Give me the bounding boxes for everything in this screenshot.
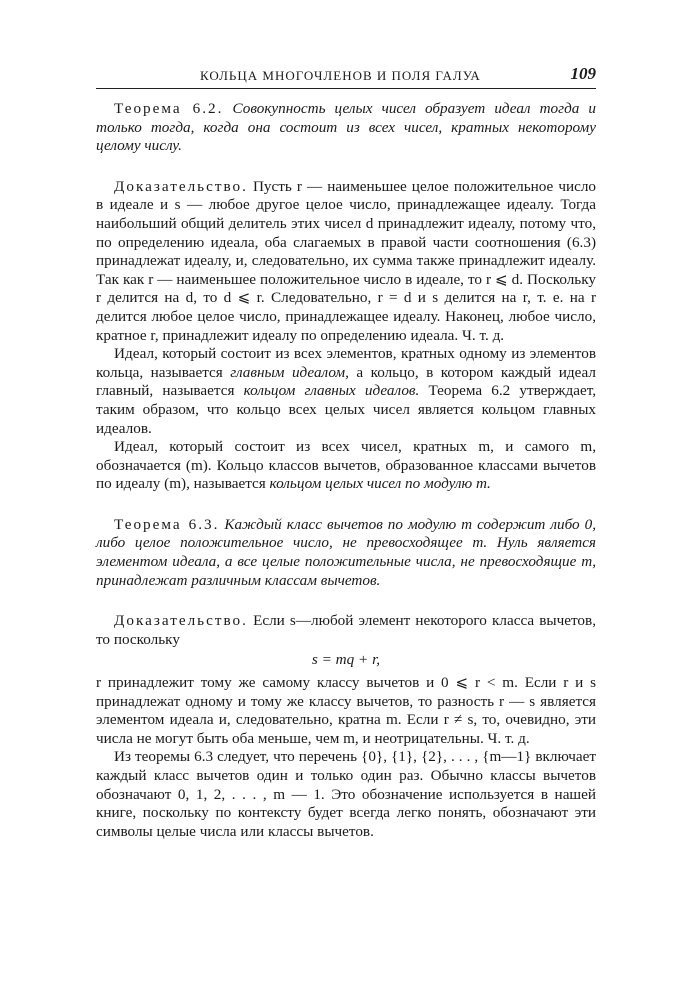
running-title: КОЛЬЦА МНОГОЧЛЕНОВ И ПОЛЯ ГАЛУА: [200, 68, 481, 83]
spacer: [96, 156, 596, 178]
principal-ideal-paragraph: [96, 345, 596, 438]
theorem-6-3-text: Каждый класс вычетов по модулю m содержит либо 0, либо целое положительное число, не превосходящее m. Нуль является элементом идеала, а все целые положительные числа, не превосходящие m, принадлежат различным классам вычетов.: [96, 515, 596, 589]
principal-part-1: Идеал, который состоит из всех элементов, кратных одному из элементов кольца, называется: [96, 345, 596, 381]
spacer: [96, 494, 596, 516]
final-paragraph: Из теоремы 6.3 следует, что перечень {0}, {1}, {2}, . . . , {m—1} включает каждый класс вычетов один и только один раз. Обычно классы вычетов обозначают 0, 1, 2, . . . , m — 1. Это обозначение используется в нашей книге, поскольку по контексту будет всегда легко понять, обозначают эти символы целые числа или классы вычетов.: [96, 748, 596, 840]
proof-6-2-text: Пусть r — наименьшее целое положительное число в идеале и s — любое другое целое число, принадлежащее идеалу. Тогда наибольший общий делитель этих чисел d принадлежит идеалу, потому что, по определению идеала, оба слагаемых в правой части соотношения (6.3) принадлежат идеалу, и, следовательно, их сумма также принадлежит идеалу. Так как r — наименьшее положительное число в идеале, то r ⩽ d. Поскольку r делится на d, то d ⩽ r. Следовательно, r = d и s делится на r, т. е. на r делится любое целое число, принадлежащее идеалу. Наконец, любое число, кратное r, принадлежит идеалу по определению идеала. Ч. т. д.: [96, 177, 597, 344]
page-content: [96, 100, 596, 841]
spacer: [96, 590, 596, 612]
proof-6-2: [96, 178, 596, 345]
theorem-6-3-label: Теорема 6.3.: [114, 515, 220, 533]
theorem-6-2: [96, 100, 596, 156]
theorem-6-3: [96, 516, 596, 590]
page-number: 109: [570, 64, 596, 83]
page-header: [96, 60, 596, 90]
proof-6-2-label: Доказательство.: [114, 177, 248, 195]
modulo-paragraph: [96, 438, 596, 494]
term-principal-ideal: главным идеалом,: [230, 363, 349, 381]
proof-6-3-label: Доказательство.: [114, 612, 248, 630]
theorem-6-2-label: Теорема 6.2.: [114, 100, 224, 117]
term-principal-ideal-ring: кольцом главных идеалов.: [243, 382, 420, 400]
principal-part-2: а кольцо, в котором каждый идеал главный, называется: [96, 363, 596, 400]
formula-s-mq-r: s = mq + r,: [311, 651, 381, 669]
modulo-part-1: Идеал, который состоит из всех чисел, кратных m, и самого m, обозначается (m). Кольцо классов вычетов, образованное классами вычетов по идеалу (m), называется: [96, 438, 596, 493]
header-rule: [96, 88, 596, 89]
proof-6-3: [96, 612, 596, 649]
theorem-6-2-text: Совокупность целых чисел образует идеал тогда и только тогда, когда она состоит из всех чисел, кратных некоторому целому числу.: [96, 100, 596, 155]
proof-6-3-continuation: r принадлежит тому же самому классу вычетов и 0 ⩽ r < m. Если r и s принадлежат одному и тому же классу вычетов, то разность r — s является элементом идеала и, следовательно, кратна m. Если r ≠ s, то, очевидно, эти числа не могут быть оба меньше, чем m, и неотрицательны. Ч. т. д.: [96, 674, 596, 747]
term-ring-mod-m: кольцом целых чисел по модулю m.: [269, 475, 491, 493]
proof-6-3-text: Если s—любой элемент некоторого класса вычетов, то поскольку: [96, 612, 596, 648]
principal-part-3: Теорема 6.2 утверждает, таким образом, что кольцо всех целых чисел является кольцом главных идеалов.: [96, 382, 596, 437]
